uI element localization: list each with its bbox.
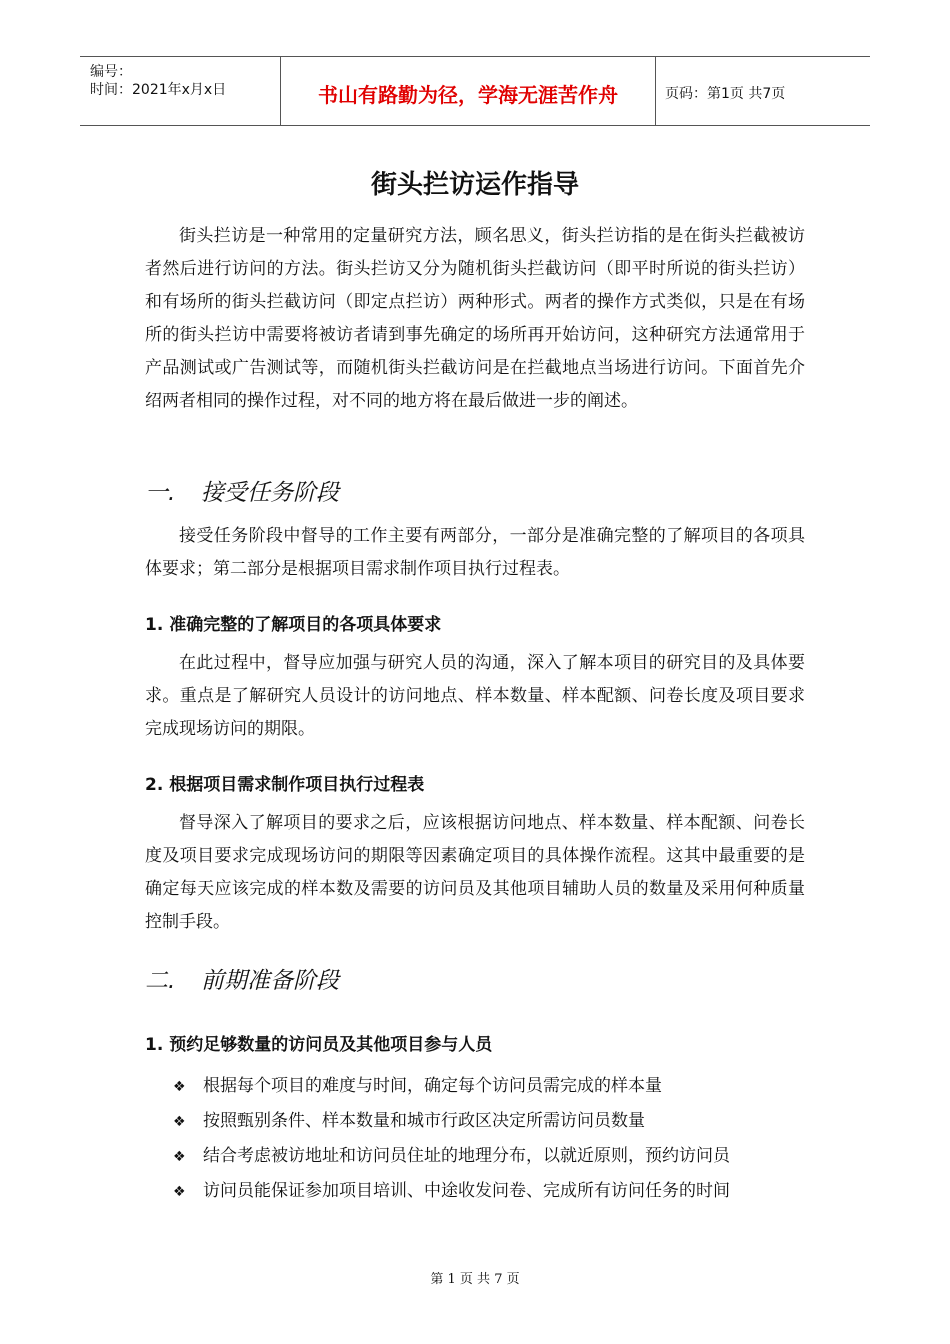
section2-title: 前期准备阶段 xyxy=(201,968,339,994)
section1-number: 一. xyxy=(145,480,176,506)
section1-paragraph: 接受任务阶段中督导的工作主要有两部分，一部分是准确完整的了解项目的各项具体要求；第二部分是根据项目需求制作项目执行过程表。 xyxy=(145,526,805,579)
page-footer: 第 1 页 共 7 页 xyxy=(430,1272,520,1287)
header-info-cell xyxy=(80,57,280,125)
document-title: 街头拦访运作指导 xyxy=(370,170,579,200)
section2-number: 二. xyxy=(145,968,176,994)
list-item-text: 访问员能保证参加项目培训、中途收发问卷、完成所有访问任务的时间 xyxy=(203,1181,730,1201)
intro-paragraph: 街头拦访是一种常用的定量研究方法，顾名思义，街头拦访指的是在街头拦截被访者然后进行访问的方法。街头拦访又分为随机街头拦截访问（即平时所说的街头拦访）和有场所的街头拦截访问（即定点拦访）两种形式。两者的操作方式类似，只是在有场所的街头拦访中需要将被访者请到事先确定的场所再开始访问，这种研究方法通常用于产品测试或广告测试等，而随机街头拦截访问是在拦截地点当场进行访问。下面首先介绍两者相同的操作过程，对不同的地方将在最后做进一步的阐述。 xyxy=(145,226,805,411)
section1-sub1-paragraph: 在此过程中，督导应加强与研究人员的沟通，深入了解本项目的研究目的及具体要求。重点是了解研究人员设计的访问地点、样本数量、样本配额、问卷长度及项目要求完成现场访问的期限。 xyxy=(145,653,805,739)
section1-title: 接受任务阶段 xyxy=(201,480,339,506)
list-item xyxy=(173,1141,730,1166)
list-item xyxy=(173,1176,730,1201)
diamond-bullet-icon: ❖ xyxy=(173,1079,186,1095)
header-table xyxy=(80,56,870,126)
list-item xyxy=(173,1106,645,1131)
doc-time-label: 时间：2021年x月x日 xyxy=(90,82,227,98)
section2-sub1-heading: 1. 预约足够数量的访问员及其他项目参与人员 xyxy=(145,1035,493,1055)
list-item xyxy=(173,1071,662,1096)
diamond-bullet-icon: ❖ xyxy=(173,1114,186,1130)
list-item-text: 根据每个项目的难度与时间，确定每个访问员需完成的样本量 xyxy=(203,1076,662,1096)
section1-sub2-heading: 2. 根据项目需求制作项目执行过程表 xyxy=(145,775,425,795)
header-page-cell xyxy=(655,57,870,125)
list-item-text: 结合考虑被访地址和访问员住址的地理分布，以就近原则，预约访问员 xyxy=(203,1146,730,1166)
header-page-label: 页码：第1页 共7页 xyxy=(665,86,786,102)
diamond-bullet-icon: ❖ xyxy=(173,1149,186,1165)
diamond-bullet-icon: ❖ xyxy=(173,1184,186,1200)
section1-heading xyxy=(145,474,339,507)
header-motto-cell xyxy=(280,57,656,125)
section1-sub1-heading: 1. 准确完整的了解项目的各项具体要求 xyxy=(145,615,442,635)
list-item-text: 按照甄别条件、样本数量和城市行政区决定所需访问员数量 xyxy=(203,1111,645,1131)
doc-number-label: 编号： xyxy=(90,64,132,80)
section2-heading xyxy=(145,962,339,995)
header-motto: 书山有路勤为径，学海无涯苦作舟 xyxy=(318,83,618,107)
section1-sub2-paragraph: 督导深入了解项目的要求之后，应该根据访问地点、样本数量、样本配额、问卷长度及项目要求完成现场访问的期限等因素确定项目的具体操作流程。这其中最重要的是确定每天应该完成的样本数及需要的访问员及其他项目辅助人员的数量及采用何种质量控制手段。 xyxy=(145,813,805,932)
